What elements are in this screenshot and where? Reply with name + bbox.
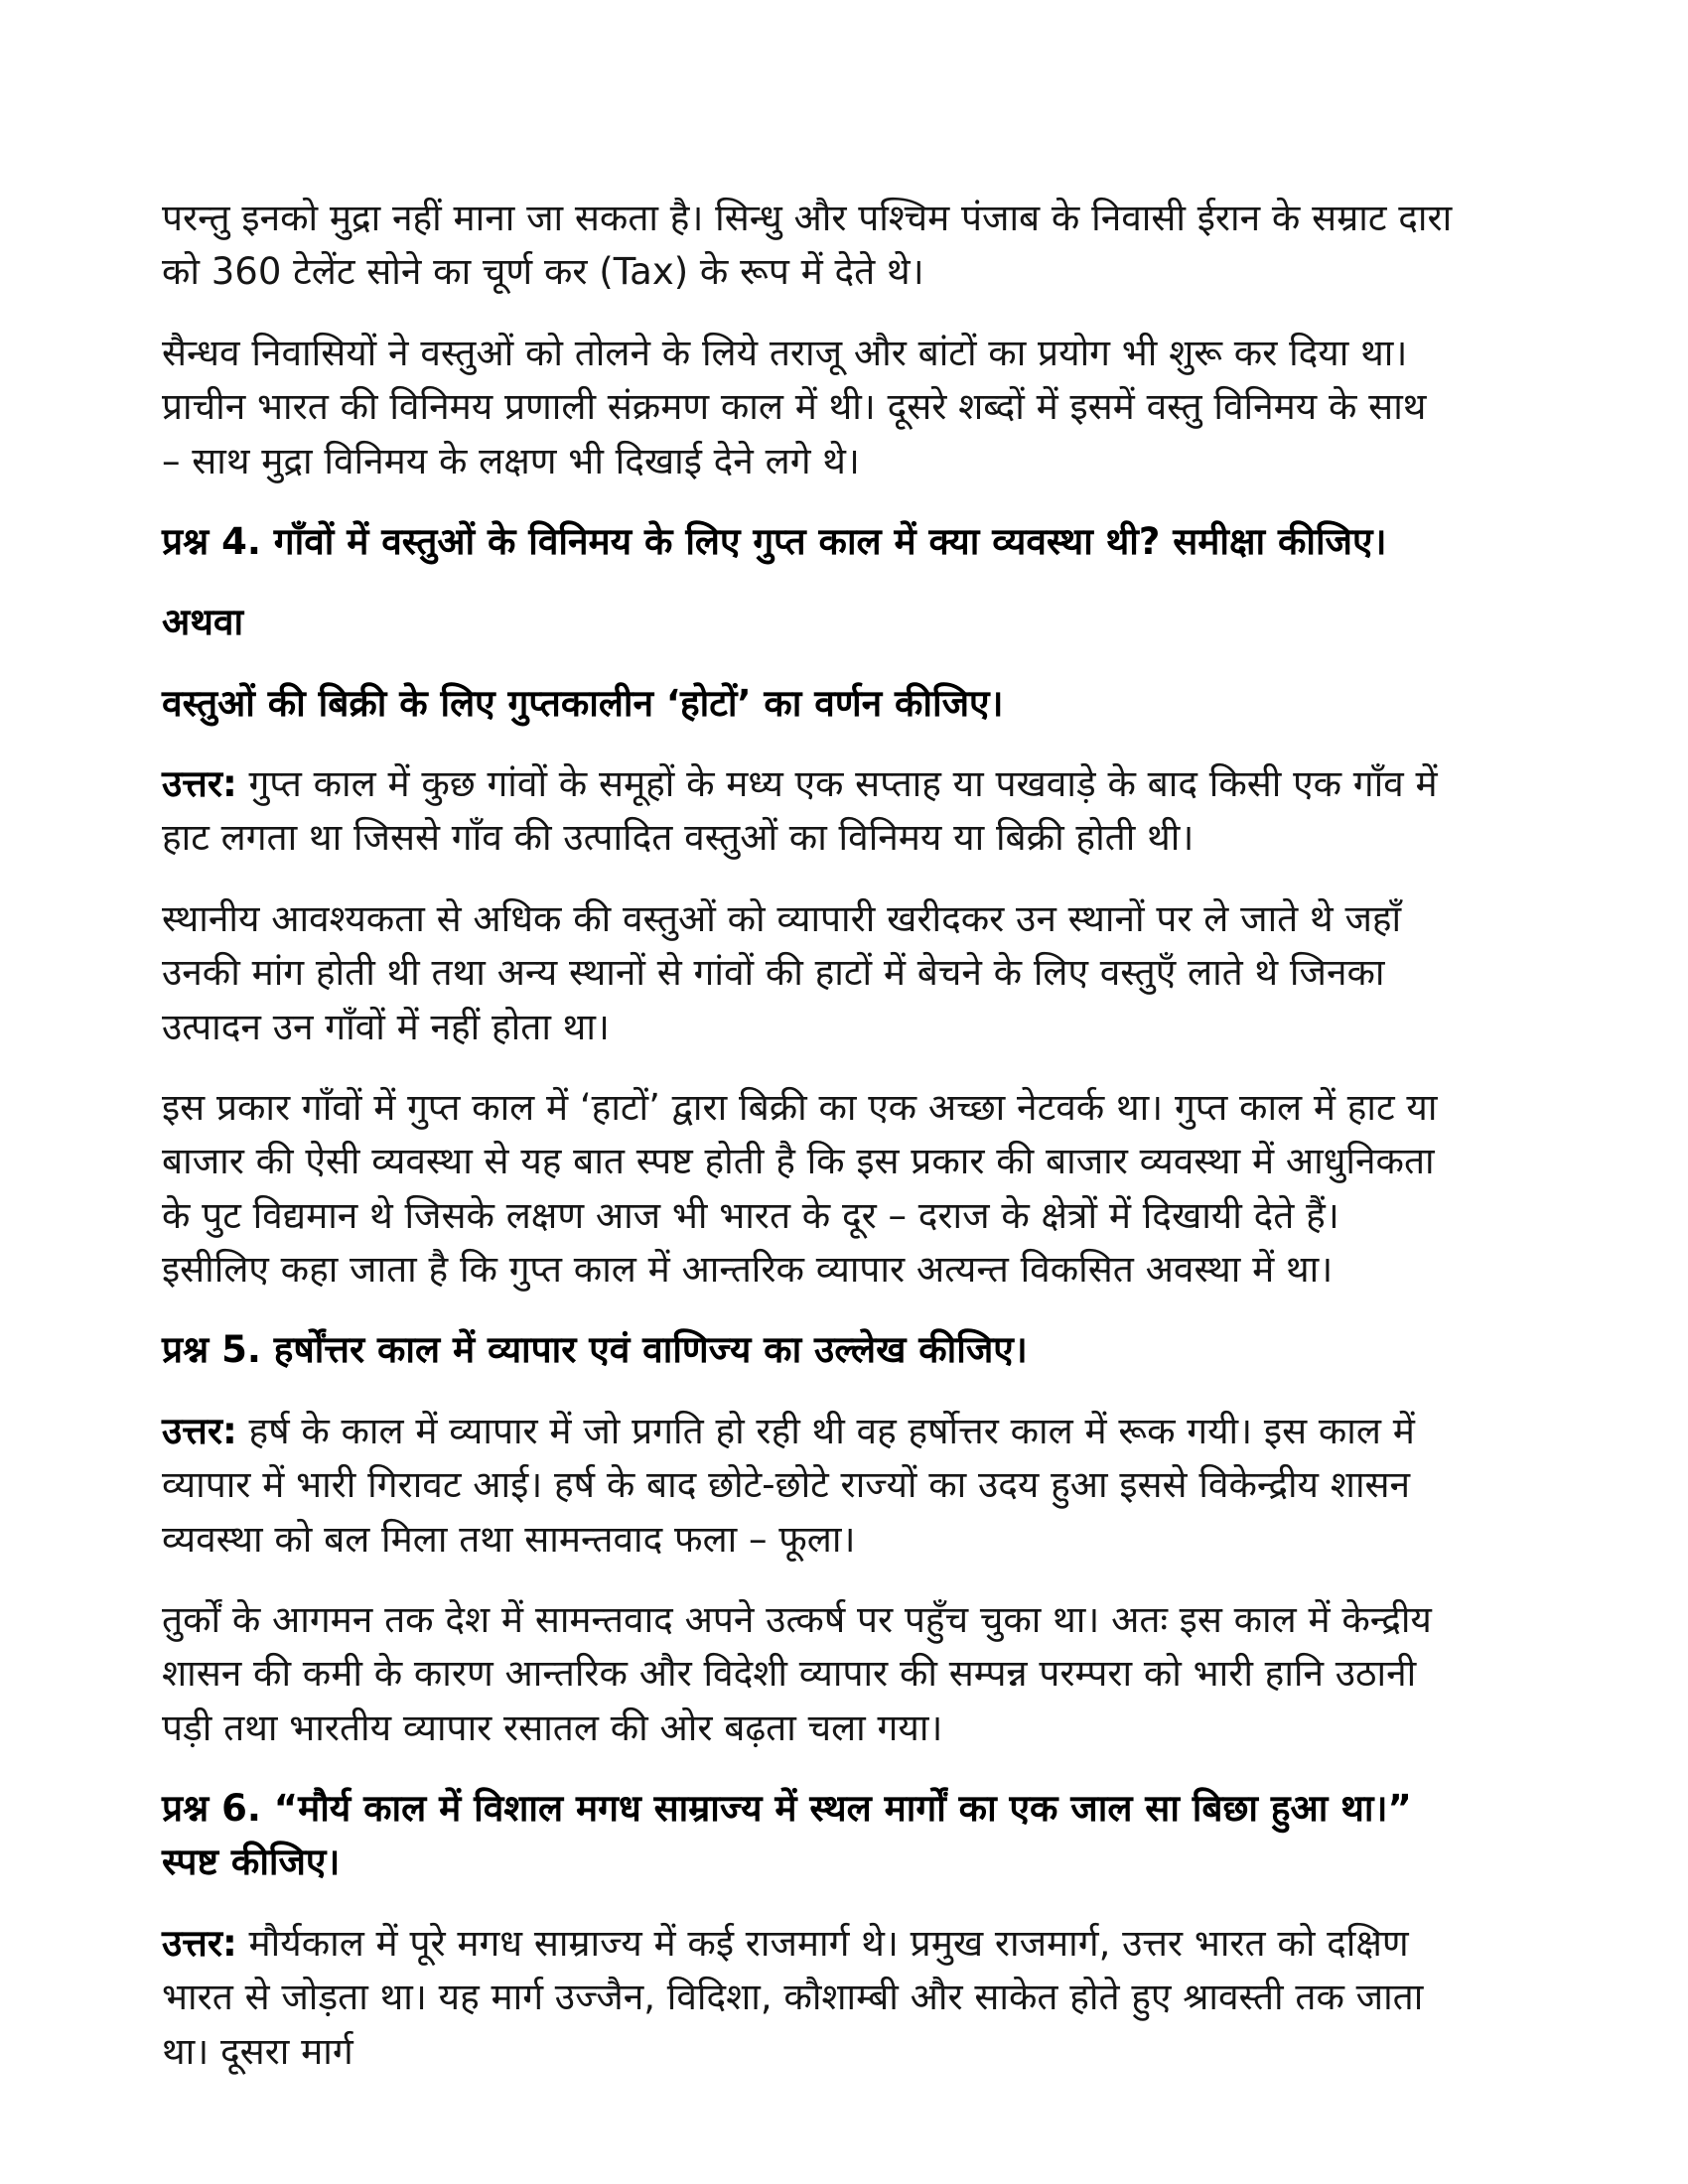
answer-label: उत्तर:	[162, 1921, 237, 1965]
paragraph-traders: स्थानीय आवश्यकता से अधिक की वस्तुओं को व्यापारी खरीदकर उन स्थानों पर ले जाते थे जहाँ उनकी मांग होती थी तथा अन्य स्थानों से गांवों की हाटों में बेचने के लिए वस्तुएँ लाते थे जिनका उत्पादन उन गाँवों में नहीं होता था।	[162, 896, 1402, 1048]
question-5-heading: प्रश्न 5. हर्षोंत्तर काल में व्यापार एवं वाणिज्य का उल्लेख कीजिए।	[162, 1328, 1028, 1372]
answer-5-paragraph	[162, 1405, 1455, 1567]
answer-6-paragraph	[162, 1917, 1455, 2079]
or-heading: अथवा	[162, 601, 244, 644]
answer-text: मौर्यकाल में पूरे मगध साम्राज्य में कई राजमार्ग थे। प्रमुख राजमार्ग, उत्तर भारत को दक्षिण भारत से जोड़ता था। यह मार्ग उज्जैन, विदिशा, कौशाम्बी और साकेत होते हुए श्रावस्ती तक जाता था। दूसरा मार्ग	[162, 1921, 1424, 2073]
paragraph-turks: तुर्कों के आगमन तक देश में सामन्तवाद अपने उत्कर्ष पर पहुँच चुका था। अतः इस काल में केन्द्रीय शासन की कमी के कारण आन्तरिक और विदेशी व्यापार की सम्पन्न परम्परा को भारी हानि उठानी पड़ी तथा भारतीय व्यापार रसातल की ओर बढ़ता चला गया।	[162, 1597, 1432, 1749]
answer-text: गुप्त काल में कुछ गांवों के समूहों के मध्य एक सप्ताह या पखवाड़े के बाद किसी एक गाँव में हाट लगता था जिससे गाँव की उत्पादित वस्तुओं का विनिमय या बिक्री होती थी।	[162, 762, 1438, 860]
answer-label: उत्तर:	[162, 1409, 237, 1452]
paragraph-sindhu-weights: सैन्धव निवासियों ने वस्तुओं को तोलने के लिये तराजू और बांटों का प्रयोग भी शुरू कर दिया था। प्राचीन भारत की विनिमय प्रणाली संक्रमण काल में थी। दूसरे शब्दों में इसमें वस्तु विनिमय के साथ – साथ मुद्रा विनिमय के लक्षण भी दिखाई देने लगे थे।	[162, 331, 1427, 482]
question-4-alt-heading: वस्तुओं की बिक्री के लिए गुप्तकालीन ‘होटों’ का वर्णन कीजिए।	[162, 681, 1004, 725]
answer-4-paragraph	[162, 757, 1455, 866]
paragraph-coins-tax: परन्तु इनको मुद्रा नहीं माना जा सकता है। सिन्धु और पश्चिम पंजाब के निवासी ईरान के सम्राट दारा को 360 टेलेंट सोने का चूर्ण कर (Tax) के रूप में देते थे।	[162, 197, 1453, 294]
question-6-heading: प्रश्न 6. “मौर्य काल में विशाल मगध साम्राज्य में स्थल मार्गों का एक जाल सा बिछा हुआ था।” स्पष्ट कीजिए।	[162, 1787, 1412, 1884]
answer-label: उत्तर:	[162, 762, 237, 805]
answer-text: हर्ष के काल में व्यापार में जो प्रगति हो रही थी वह हर्षोत्तर काल में रूक गयी। इस काल में व्यापार में भारी गिरावट आई। हर्ष के बाद छोटे-छोटे राज्यों का उदय हुआ इससे विकेन्द्रीय शासन व्यवस्था को बल मिला तथा सामन्तवाद फला – फूला।	[162, 1409, 1415, 1561]
paragraph-haat-network: इस प्रकार गाँवों में गुप्त काल में ‘हाटों’ द्वारा बिक्री का एक अच्छा नेटवर्क था। गुप्त काल में हाट या बाजार की ऐसी व्यवस्था से यह बात स्पष्ट होती है कि इस प्रकार की बाजार व्यवस्था में आधुनिकता के पुट विद्यमान थे जिसके लक्षण आज भी भारत के दूर – दराज के क्षेत्रों में दिखायी देते हैं। इसीलिए कहा जाता है कि गुप्त काल में आन्तरिक व्यापार अत्यन्त विकसित अवस्था में था।	[162, 1085, 1438, 1291]
question-4-heading: प्रश्न 4. गाँवों में वस्तुओं के विनिमय के लिए गुप्त काल में क्या व्यवस्था थी? समीक्षा कीजिए।	[162, 519, 1387, 563]
